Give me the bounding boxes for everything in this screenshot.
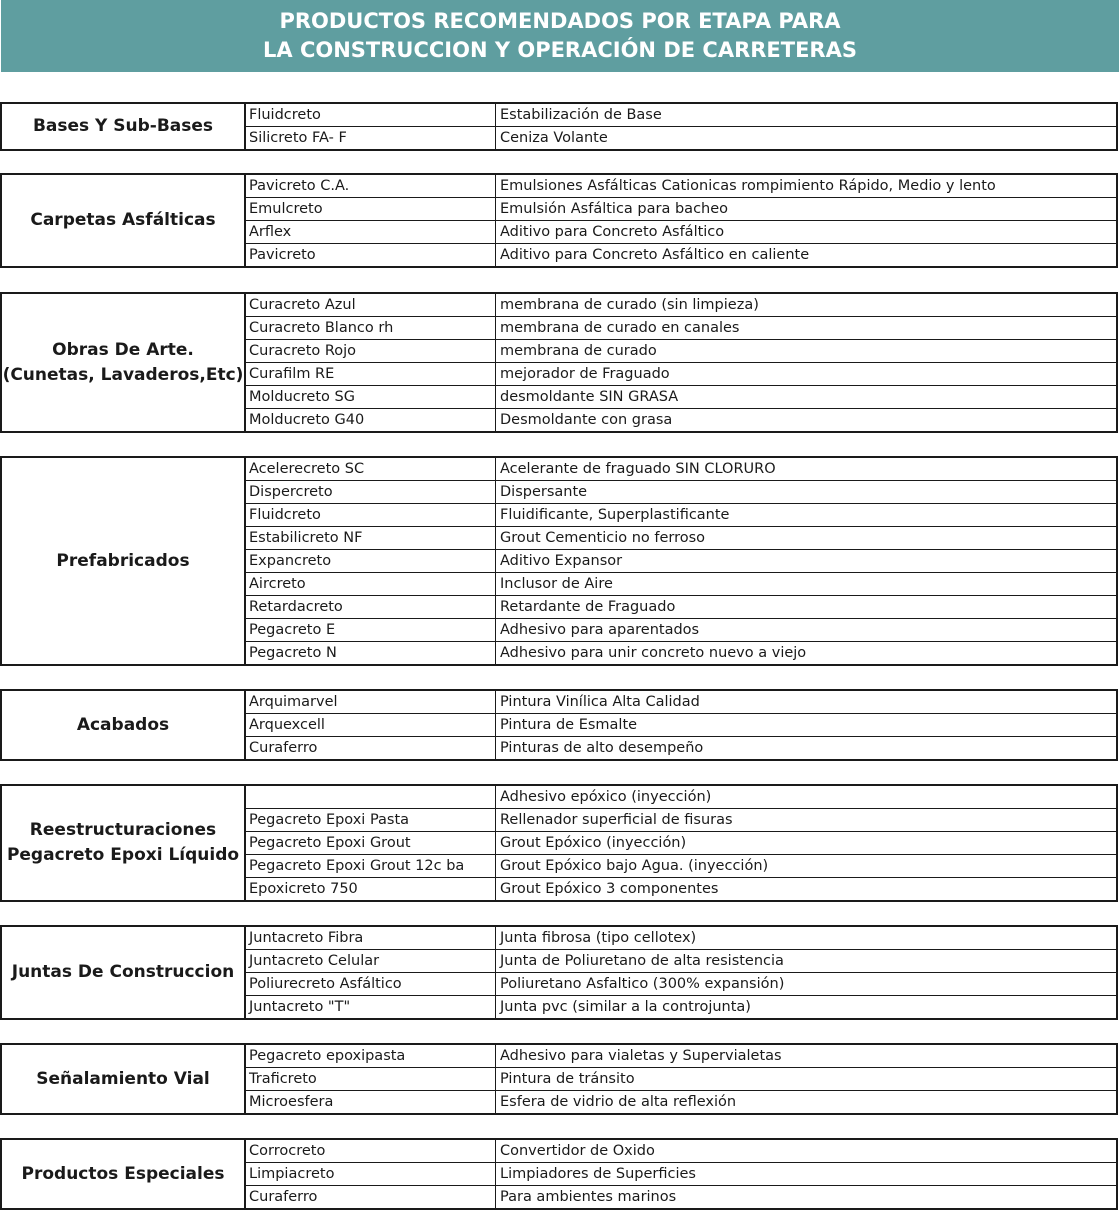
product-name-cell: Limpiacreto	[246, 1163, 496, 1185]
category-label-line: Reestructuraciones	[29, 820, 217, 840]
product-name-cell: Curaferro	[246, 737, 496, 760]
product-description-cell: Adhesivo epóxico (inyección)	[500, 789, 712, 805]
table-row	[246, 127, 1116, 150]
product-name-cell: Fluidcreto	[246, 504, 496, 526]
table-row	[246, 1186, 1116, 1209]
product-description-cell: Estabilización de Base	[500, 107, 662, 123]
product-name-cell: Epoxicreto 750	[246, 878, 496, 901]
table-row	[246, 1068, 1116, 1091]
product-description-cell: membrana de curado (sin limpieza)	[500, 297, 759, 313]
table-row	[246, 409, 1116, 432]
product-description-cell: Ceniza Volante	[500, 130, 608, 146]
product-description-cell: Emulsión Asfáltica para bacheo	[500, 201, 729, 217]
category-label	[2, 927, 246, 1018]
product-description-cell: Pintura Vinílica Alta Calidad	[500, 694, 700, 710]
product-description-cell: Junta pvc (similar a la controjunta)	[500, 999, 751, 1015]
table-row	[246, 691, 1116, 714]
page-header	[1, 0, 1119, 72]
product-description-cell: Acelerante de fraguado SIN CLORURO	[500, 461, 776, 477]
category-label	[2, 1140, 246, 1208]
table-row	[246, 175, 1116, 198]
table-row	[246, 973, 1116, 996]
table-row	[246, 458, 1116, 481]
product-rows	[246, 691, 1116, 760]
product-description-cell: Para ambientes marinos	[500, 1189, 677, 1205]
table-row	[246, 550, 1116, 573]
product-description-cell: Grout Epóxico (inyección)	[500, 835, 687, 851]
product-description-cell: Aditivo para Concreto Asfáltico	[500, 224, 725, 240]
table-row	[246, 294, 1116, 317]
table-row	[246, 642, 1116, 665]
product-name-cell: Arflex	[246, 221, 496, 243]
product-description-cell: membrana de curado en canales	[500, 320, 740, 336]
category-label-line: Bases Y Sub-Bases	[32, 116, 214, 136]
product-description-cell: Aditivo para Concreto Asfáltico en caliente	[500, 247, 810, 263]
table-row	[246, 855, 1116, 878]
table-row	[246, 996, 1116, 1019]
product-name-cell: Molducreto SG	[246, 386, 496, 408]
category-label-line: Obras De Arte.	[52, 339, 194, 360]
header-title-line-2: LA CONSTRUCCION Y OPERACIÓN DE CARRETERAS	[263, 38, 857, 62]
table-row	[246, 386, 1116, 409]
product-name-cell: Aircreto	[246, 573, 496, 595]
product-group	[0, 1138, 1118, 1210]
product-description-cell: Grout Epóxico 3 componentes	[500, 881, 719, 897]
table-row	[246, 809, 1116, 832]
product-description-cell: Poliuretano Asfaltico (300% expansión)	[500, 976, 785, 992]
table-row	[246, 619, 1116, 642]
product-description-cell: Adhesivo para aparentados	[500, 622, 700, 638]
product-description-cell: Pinturas de alto desempeño	[500, 740, 704, 756]
product-description-cell: Pintura de tránsito	[500, 1071, 635, 1087]
product-description-cell: Limpiadores de Superficies	[500, 1166, 696, 1182]
product-group	[0, 456, 1118, 666]
table-row	[246, 1091, 1116, 1114]
product-name-cell: Curacreto Rojo	[246, 340, 496, 362]
table-row	[246, 104, 1116, 127]
product-rows	[246, 458, 1116, 665]
category-label	[2, 1045, 246, 1113]
product-group	[0, 102, 1118, 151]
product-rows	[246, 175, 1116, 267]
product-name-cell: Retardacreto	[246, 596, 496, 618]
category-label-line: Juntas De Construccion	[11, 962, 235, 982]
product-description-cell: Adhesivo para unir concreto nuevo a viejo	[500, 645, 807, 661]
product-rows	[246, 1140, 1116, 1209]
table-row	[246, 1140, 1116, 1163]
product-name-cell: Estabilicreto NF	[246, 527, 496, 549]
product-name-cell: Curafilm RE	[246, 363, 496, 385]
category-label-line: Carpetas Asfálticas	[30, 210, 216, 230]
product-description-cell: Inclusor de Aire	[500, 576, 613, 592]
table-row	[246, 504, 1116, 527]
product-name-cell: Silicreto FA- F	[246, 127, 496, 150]
product-name-cell: Acelerecreto SC	[246, 458, 496, 480]
product-name-cell: Corrocreto	[246, 1140, 496, 1162]
product-name-cell: Poliurecreto Asfáltico	[246, 973, 496, 995]
table-row	[246, 1045, 1116, 1068]
category-label	[2, 175, 246, 266]
product-rows	[246, 927, 1116, 1019]
product-name-cell: Dispercreto	[246, 481, 496, 503]
product-description-cell: Esfera de vidrio de alta reflexión	[500, 1094, 737, 1110]
category-label	[2, 458, 246, 664]
table-row	[246, 832, 1116, 855]
product-name-cell: Pegacreto epoxipasta	[246, 1045, 496, 1067]
product-name-cell: Microesfera	[246, 1091, 496, 1114]
product-name-cell: Pegacreto Epoxi Pasta	[246, 809, 496, 831]
table-row	[246, 950, 1116, 973]
product-group	[0, 1043, 1118, 1115]
table-row	[246, 878, 1116, 901]
product-description-cell: Desmoldante con grasa	[500, 412, 673, 428]
product-group	[0, 689, 1118, 761]
product-description-cell: Convertidor de Oxido	[500, 1143, 655, 1159]
category-label-line: Pegacreto Epoxi Líquido	[6, 845, 240, 865]
product-rows	[246, 294, 1116, 432]
product-description-cell: Rellenador superficial de fisuras	[500, 812, 733, 828]
product-description-cell: Emulsiones Asfálticas Cationicas rompimiento Rápido, Medio y lento	[500, 178, 996, 194]
product-group	[0, 173, 1118, 268]
product-description-cell: Dispersante	[500, 484, 588, 500]
category-label-line: Productos Especiales	[21, 1163, 225, 1184]
table-row	[246, 481, 1116, 504]
product-name-cell: Pegacreto E	[246, 619, 496, 641]
category-label	[2, 786, 246, 900]
category-label-line: (Cunetas, Lavaderos,Etc)	[2, 364, 244, 385]
table-row	[246, 927, 1116, 950]
product-group	[0, 784, 1118, 902]
table-row	[246, 198, 1116, 221]
category-label	[2, 294, 246, 431]
product-name-cell: Juntacreto Celular	[246, 950, 496, 972]
product-description-cell: Grout Cementicio no ferroso	[500, 530, 706, 546]
product-name-cell: Curacreto Azul	[246, 294, 496, 316]
product-description-cell: desmoldante SIN GRASA	[500, 389, 679, 405]
product-name-cell: Pavicreto	[246, 244, 496, 267]
product-name-cell: Molducreto G40	[246, 409, 496, 432]
product-description-cell: Adhesivo para vialetas y Supervialetas	[500, 1048, 782, 1064]
product-group	[0, 925, 1118, 1020]
product-description-cell: Retardante de Fraguado	[500, 599, 676, 615]
table-row	[246, 244, 1116, 267]
table-row	[246, 714, 1116, 737]
product-name-cell: Curacreto Blanco rh	[246, 317, 496, 339]
product-name-cell: Curaferro	[246, 1186, 496, 1209]
product-rows	[246, 104, 1116, 150]
category-label-line: Señalamiento Vial	[36, 1068, 210, 1089]
product-name-cell: Emulcreto	[246, 198, 496, 220]
product-description-cell: membrana de curado	[500, 343, 657, 359]
product-name-cell: Pegacreto Epoxi Grout	[246, 832, 496, 854]
product-name-cell: Arquimarvel	[246, 691, 496, 713]
table-row	[246, 340, 1116, 363]
product-rows	[246, 786, 1116, 901]
product-description-cell: Junta de Poliuretano de alta resistencia	[500, 953, 784, 969]
product-description-cell: Aditivo Expansor	[500, 553, 623, 569]
product-description-cell: Pintura de Esmalte	[500, 717, 638, 733]
product-description-cell: Fluidificante, Superplastificante	[500, 507, 730, 523]
table-row	[246, 786, 1116, 809]
product-name-cell: Expancreto	[246, 550, 496, 572]
table-row	[246, 527, 1116, 550]
product-rows	[246, 1045, 1116, 1114]
product-description-cell: Junta fibrosa (tipo cellotex)	[500, 930, 697, 946]
product-description-cell: Grout Epóxico bajo Agua. (inyección)	[500, 858, 769, 874]
product-name-cell: Juntacreto Fibra	[246, 927, 496, 949]
product-name-cell: Arquexcell	[246, 714, 496, 736]
product-group	[0, 292, 1118, 433]
category-label-line: Acabados	[76, 714, 170, 735]
product-name-cell: Fluidcreto	[246, 104, 496, 126]
table-row	[246, 363, 1116, 386]
category-label	[2, 104, 246, 149]
table-row	[246, 596, 1116, 619]
product-description-cell: mejorador de Fraguado	[500, 366, 670, 382]
table-row	[246, 1163, 1116, 1186]
table-row	[246, 737, 1116, 760]
product-name-cell: Pegacreto N	[246, 642, 496, 665]
table-row	[246, 221, 1116, 244]
product-name-cell: Pavicreto C.A.	[246, 175, 496, 197]
category-label	[2, 691, 246, 759]
product-name-cell: Juntacreto "T"	[246, 996, 496, 1019]
header-title-line-1: PRODUCTOS RECOMENDADOS POR ETAPA PARA	[279, 9, 841, 33]
table-row	[246, 573, 1116, 596]
product-name-cell: Pegacreto Epoxi Grout 12c ba	[246, 855, 496, 877]
product-name-cell: Traficreto	[246, 1068, 496, 1090]
category-label-line: Prefabricados	[56, 550, 190, 571]
product-name-cell	[246, 786, 496, 808]
table-row	[246, 317, 1116, 340]
